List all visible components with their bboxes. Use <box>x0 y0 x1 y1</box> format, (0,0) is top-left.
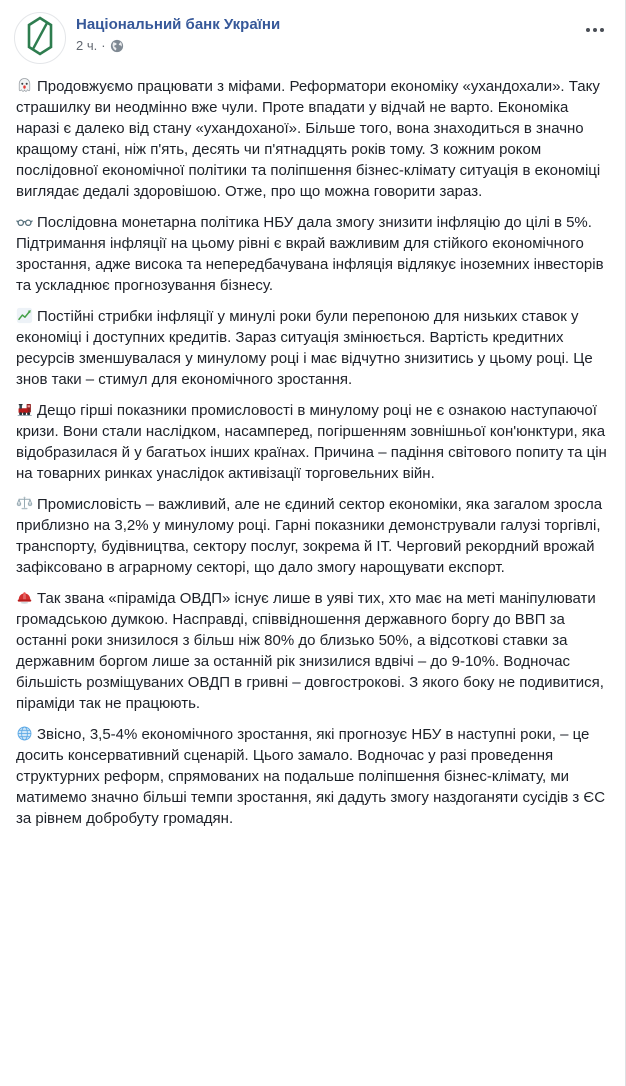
chart-increasing-icon <box>16 307 33 324</box>
paragraph-text: Постійні стрибки інфляції у минулі роки були перепоною для низьких ставок у економіці і доступних кредитів. Зараз ситуація змінюється. Вартість кредитних ресурсів зменшувалася у минулому році і має відчутно знизитись у цьому році. Це знов таки – стимул для економічного зростання. <box>16 308 597 388</box>
post-paragraph <box>16 212 609 296</box>
dot-separator: · <box>101 38 106 53</box>
paragraph-text: Послідовна монетарна політика НБУ дала змогу знизити інфляцію до цілі в 5%. Підтримання інфляції на цьому рівні є вкрай важливим для стійкого економічного зростання, адже висока та непередбачувана інфляція відлякує іноземних інвесторів та ускладнює прогнозування бізнесу. <box>16 214 608 294</box>
paragraph-text: Продовжуємо працювати з міфами. Реформатори економіку «ухандохали». Таку страшилку ви неодмінно вже чули. Проте впадати у відчай не варто. Економіка наразі є далеко від стану «ухандоханої». Більше того, вона знаходиться в значно кращому стані, ніж п'ять, десять чи п'ятнадцять років тому. З кожним роком послідовної економічної політики та поліпшення бізнес-клімату ситуація в економіці виглядає дедалі здоровішою. Отже, про що можна говорити зараз. <box>16 78 605 200</box>
post-body <box>0 72 625 843</box>
post-paragraph <box>16 306 609 390</box>
eyeglasses-icon <box>16 213 33 230</box>
post-paragraph <box>16 76 609 202</box>
post-subline <box>76 38 581 53</box>
post-paragraph <box>16 400 612 484</box>
post-timestamp[interactable]: 2 ч. <box>76 38 98 53</box>
paragraph-text: Звісно, 3,5-4% економічного зростання, які прогнозує НБУ в наступні роки, – це досить консервативний сценарій. Цього замало. Водночас у разі проведення структурних реформ, спрямованих на подальше поліпшення бізнес-клімату, ми матимемо значно більші темпи зростання, які дадуть змогу наздоганяти сусідів з ЄС за рівнем добробуту громадян. <box>16 726 610 827</box>
nbu-logo-icon <box>27 16 53 61</box>
more-options-button[interactable] <box>581 20 609 40</box>
globe-public-icon <box>110 39 124 53</box>
locomotive-icon <box>16 401 33 418</box>
balance-scale-icon <box>16 495 33 512</box>
three-dots-icon <box>586 28 604 32</box>
ghost-icon <box>16 77 33 94</box>
page-name-link[interactable]: Національний банк України <box>76 16 281 33</box>
globe-icon <box>16 725 33 742</box>
post-paragraph <box>16 494 609 578</box>
header-meta <box>76 12 581 53</box>
paragraph-text: Промисловість – важливий, але не єдиний сектор економіки, яка загалом зросла приблизно на 3,2% у минулому році. Гарні показники демонстрували галузі торгівлі, транспорту, будівництва, сектору послуг, зокрема й ІТ. Черговий рекордний врожай зафіксовано в аграрному секторі, що дало змогу нарощувати експорт. <box>16 496 607 576</box>
paragraph-text: Дещо гірші показники промисловості в минулому році не є ознакою наступаючої кризи. Вони стали наслідком, насамперед, погіршенням зовнішньої кон'юнктури, яка відобразилася й у багатьох інших країнах. Причина – падіння світового попиту та цін на товарних ринках унаслідок активізації торговельних війн. <box>16 402 612 482</box>
post-paragraph <box>16 588 609 714</box>
post-header <box>0 0 625 72</box>
paragraph-text: Так звана «піраміда ОВДП» існує лише в уяві тих, хто має на меті маніпулювати громадською думкою. Насправді, співвідношення державного боргу до ВВП за останні роки знизилося з більш ніж 80% до близько 50%, а відсоткові ставки за державним боргом лише за останній рік знизилися вдвічі – до 9-10%. Водночас більшість розміщуваних ОВДП в гривні – довгострокові. З якого боку не подивитися, піраміди так не працюють. <box>16 590 609 712</box>
avatar[interactable] <box>14 12 66 64</box>
red-helmet-icon <box>16 589 33 606</box>
post-paragraph <box>16 724 609 829</box>
